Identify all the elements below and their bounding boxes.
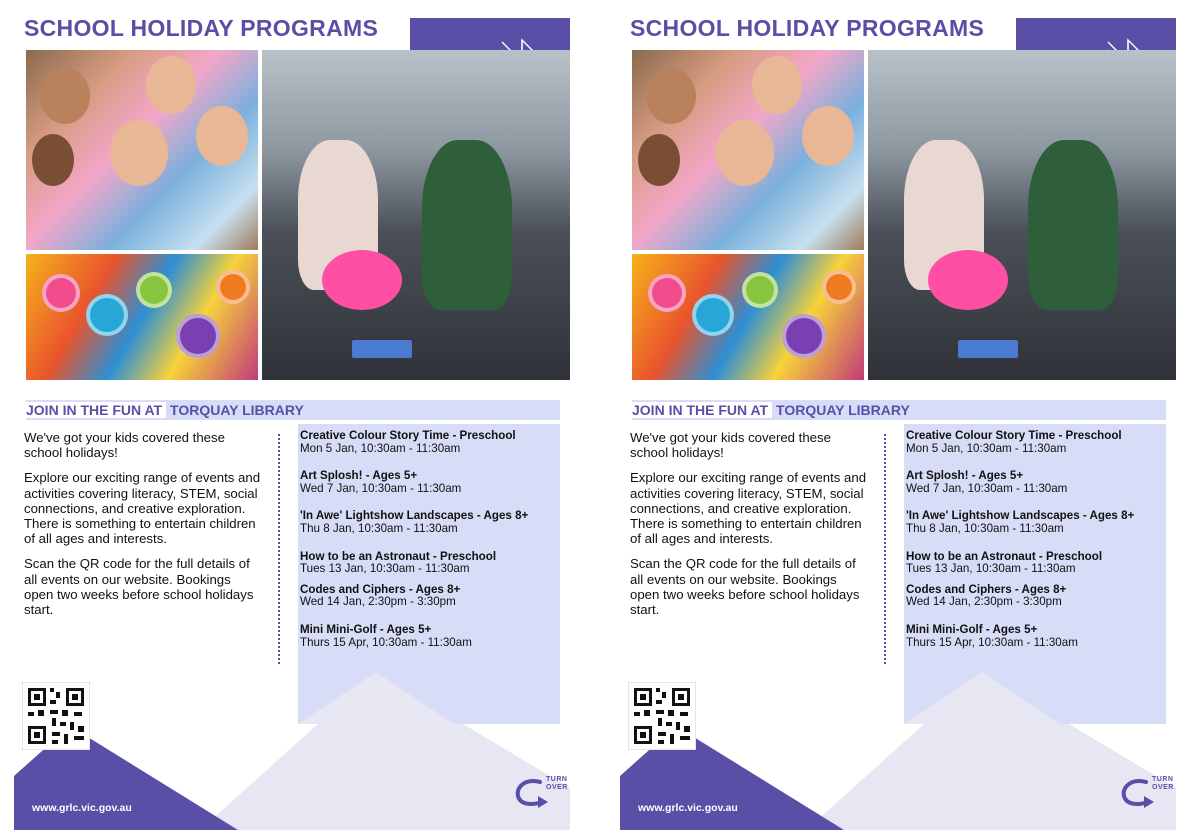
event-name: Creative Colour Story Time - Preschool [300,429,516,442]
intro-paragraph: Explore our exciting range of events and activities covering literacy, STEM, social connections, and creative exploration. There is something to entertain children of all ages and interests. [24,470,261,547]
event-time: Thu 8 Jan, 10:30am - 11:30am [300,521,458,535]
event-time: Wed 14 Jan, 2:30pm - 3:30pm [906,595,1062,609]
website-link[interactable]: www.grlc.vic.gov.au [638,802,738,814]
event-name: Codes and Ciphers - Ages 8+ [906,582,1067,596]
join-location: TORQUAY LIBRARY [776,402,910,418]
flyer-right [620,8,1176,830]
event-time: Tues 13 Jan, 10:30am - 11:30am [906,562,1076,576]
event-time: Tues 13 Jan, 10:30am - 11:30am [300,562,470,576]
join-prefix: JOIN IN THE FUN AT [632,402,772,418]
event-name: Art Splosh! - Ages 5+ [906,469,1024,483]
event-name: Codes and Ciphers - Ages 8+ [300,582,461,596]
event-time: Thu 8 Jan, 10:30am - 11:30am [906,521,1064,535]
event-name: How to be an Astronaut - Preschool [300,549,497,563]
event-time: Mon 5 Jan, 10:30am - 11:30am [300,441,461,455]
turn-over-indicator [514,774,570,814]
intro-paragraph: Explore our exciting range of events and activities covering literacy, STEM, social connections, and creative exploration. There is something to entertain children of all ages and interests. [630,470,867,547]
page-title: SCHOOL HOLIDAY PROGRAMS [630,15,985,41]
event-time: Wed 7 Jan, 10:30am - 11:30am [300,481,462,495]
event-time: Wed 14 Jan, 2:30pm - 3:30pm [300,595,456,609]
turn-arrow-icon [514,774,548,814]
turn-label: TURN [546,776,568,783]
intro-paragraph: Scan the QR code for the full details of all events on our website. Bookings open two weeks before school holidays start. [24,556,254,618]
over-label: OVER [546,784,568,791]
turn-label: TURN [1152,776,1174,783]
website-link[interactable]: www.grlc.vic.gov.au [32,802,132,814]
event-name: Mini Mini-Golf - Ages 5+ [906,622,1038,636]
intro-paragraph: We've got your kids covered these school holidays! [24,430,225,461]
event-name: Creative Colour Story Time - Preschool [906,429,1122,442]
corner-triangle [14,8,570,830]
qr-code[interactable] [628,682,696,750]
event-time: Thurs 15 Apr, 10:30am - 11:30am [906,635,1078,649]
join-location: TORQUAY LIBRARY [170,402,304,418]
page-title: SCHOOL HOLIDAY PROGRAMS [24,15,379,41]
event-time: Wed 7 Jan, 10:30am - 11:30am [906,481,1068,495]
event-time: Thurs 15 Apr, 10:30am - 11:30am [300,635,472,649]
turn-over-indicator [1120,774,1176,814]
flyer-left [14,8,570,830]
intro-paragraph: We've got your kids covered these school holidays! [630,430,831,461]
join-prefix: JOIN IN THE FUN AT [26,402,166,418]
event-name: How to be an Astronaut - Preschool [906,549,1103,563]
event-name: Art Splosh! - Ages 5+ [300,469,418,483]
over-label: OVER [1152,784,1174,791]
event-time: Mon 5 Jan, 10:30am - 11:30am [906,441,1067,455]
intro-paragraph: Scan the QR code for the full details of all events on our website. Bookings open two weeks before school holidays start. [630,556,860,618]
qr-code[interactable] [22,682,90,750]
turn-arrow-icon [1120,774,1154,814]
corner-triangle [620,8,1176,830]
event-name: 'In Awe' Lightshow Landscapes - Ages 8+ [300,509,529,523]
event-name: Mini Mini-Golf - Ages 5+ [300,622,432,636]
event-name: 'In Awe' Lightshow Landscapes - Ages 8+ [906,509,1135,523]
